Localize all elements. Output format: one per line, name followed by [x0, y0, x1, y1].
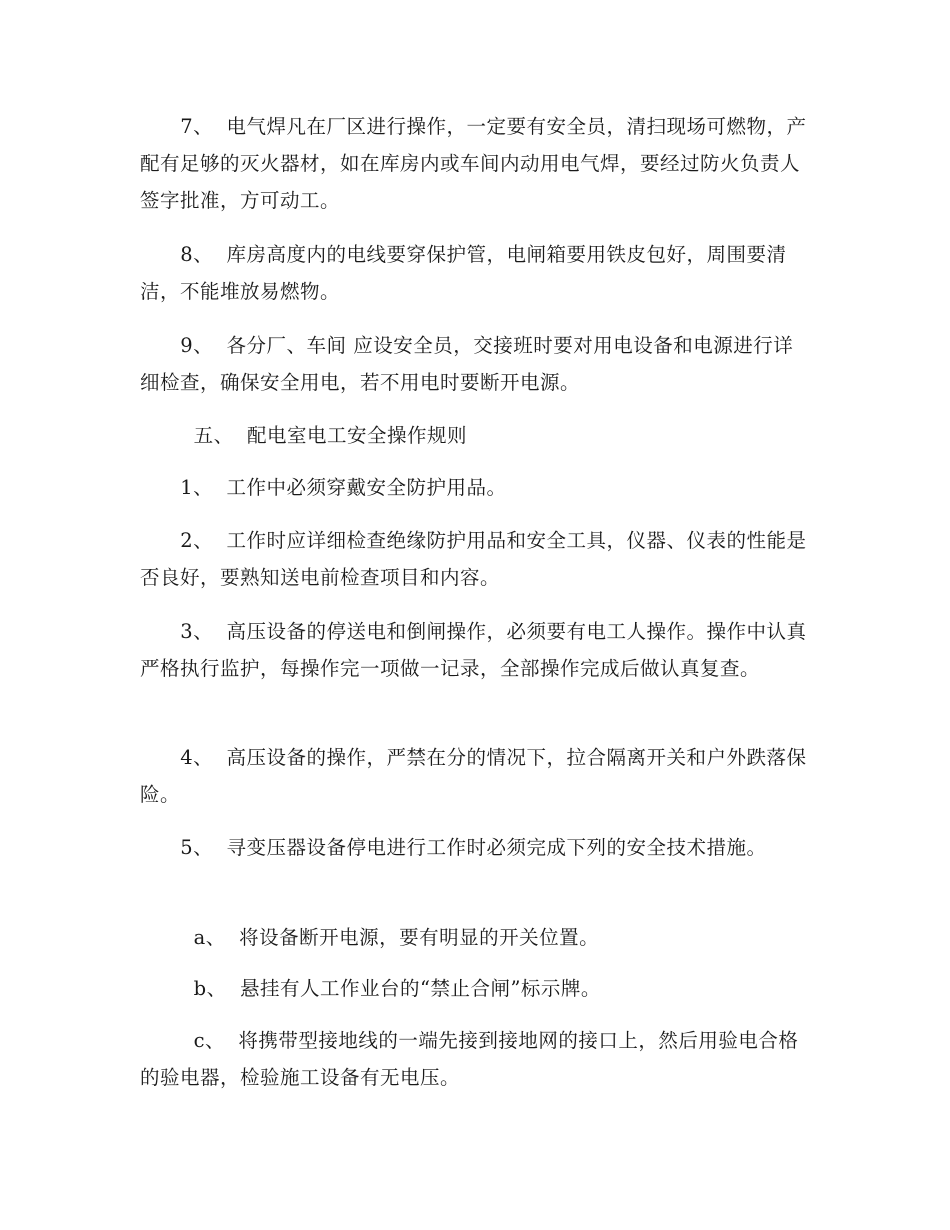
- sub-item-b: b、 悬挂有人工作业台的“禁止合闸”标示牌。: [140, 977, 601, 1000]
- paragraph-item-7: 7、 电气焊凡在厂区进行操作，一定要有安全员，清扫现场可燃物，产配有足够的灭火器材，如在库房内或车间内动用电气焊，要经过防火负责人签字批准，方可动工。: [140, 115, 807, 212]
- section-heading: 五、 配电室电工安全操作规则: [140, 424, 467, 447]
- paragraph-item-1: 1、 工作中必须穿戴安全防护用品。: [140, 476, 507, 499]
- paragraph-item-5: 5、 寻变压器设备停电进行工作时必须完成下列的安全技术措施。: [140, 836, 767, 859]
- sub-item-a: a、 将设备断开电源，要有明显的开关位置。: [140, 926, 600, 949]
- sub-item-c: c、 将携带型接地线的一端先接到接地网的接口上，然后用验电合格的验电器，检验施工设备有无电压。: [140, 1029, 799, 1089]
- paragraph-item-3: 3、 高压设备的停送电和倒闸操作，必须要有电工人操作。操作中认真严格执行监护，每操作完一项做一记录，全部操作完成后做认真复查。: [140, 620, 807, 680]
- paragraph-item-4: 4、 高压设备的操作，严禁在分的情况下，拉合隔离开关和户外跌落保险。: [140, 746, 807, 806]
- paragraph-item-2: 2、 工作时应详细检查绝缘防护用品和安全工具，仪器、仪表的性能是否良好，要熟知送电前检查项目和内容。: [140, 529, 807, 589]
- paragraph-item-8: 8、 库房高度内的电线要穿保护管，电闸箱要用铁皮包好，周围要清洁，不能堆放易燃物。: [140, 243, 787, 303]
- paragraph-item-9: 9、 各分厂、车间 应设安全员，交接班时要对用电设备和电源进行详细检查，确保安全用电，若不用电时要断开电源。: [140, 334, 794, 394]
